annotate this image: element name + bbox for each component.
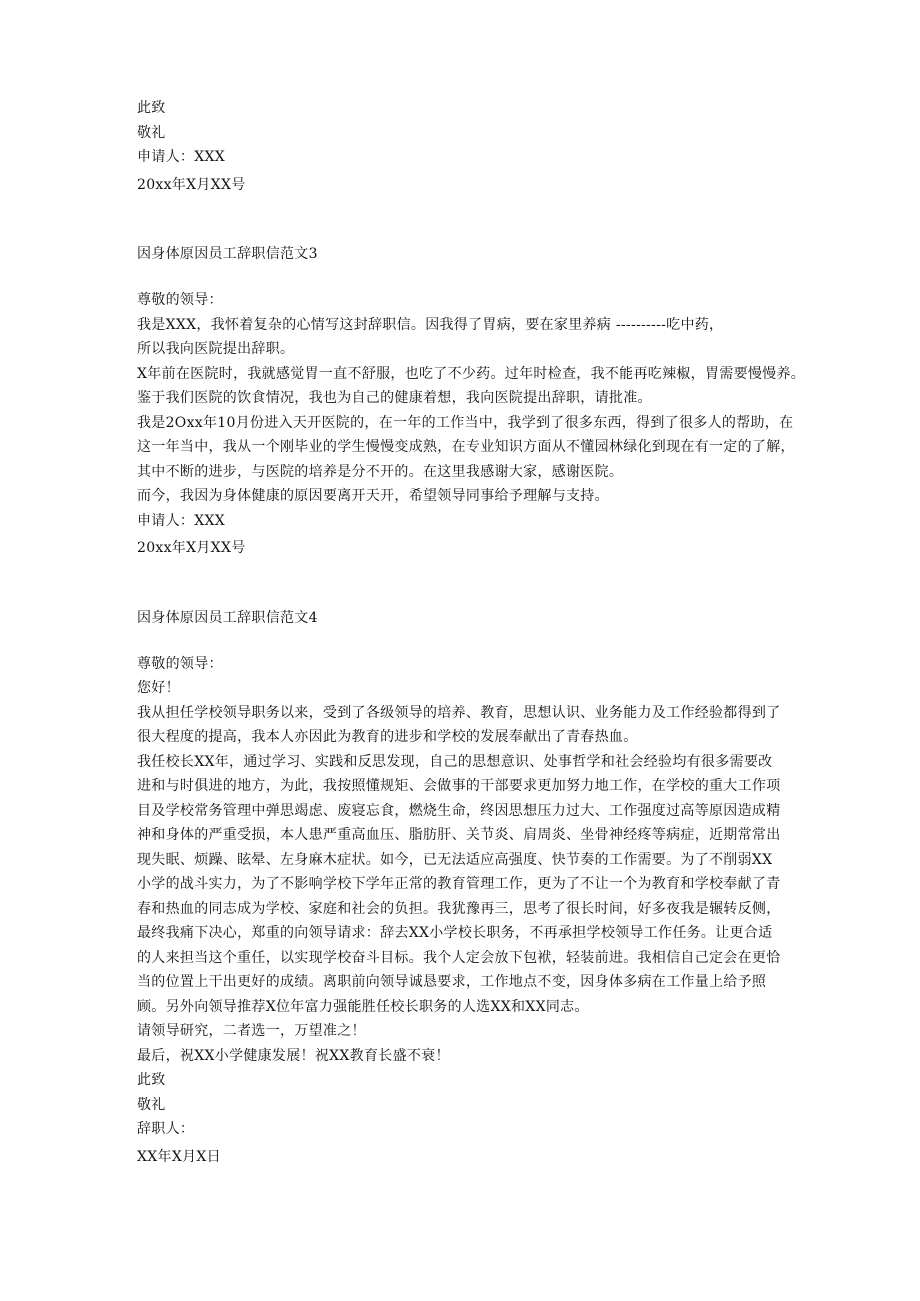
body-line: 的人来担当这个重任，以实现学校奋斗目标。我个人定会放下包袱，轻装前进。我相信自己定会在更恰 bbox=[137, 949, 781, 966]
document-body bbox=[137, 96, 817, 1169]
letter-title: 因身体原因员工辞职信范文4 bbox=[137, 609, 318, 626]
body-line: X年前在医院时，我就感觉胃一直不舒服，也吃了不少药。过年时检查，我不能再吃辣椒，胃需要慢慢养。 bbox=[137, 365, 806, 382]
closing-block-top bbox=[137, 96, 817, 197]
salutation: 尊敬的领导： bbox=[137, 292, 223, 308]
body-line: 最终我痛下决心，郑重的向领导请求：辞去XX小学校长职务，不再承担学校领导工作任务。让更合适 bbox=[137, 925, 773, 941]
body-line: 现失眠、烦躁、眩晕、左身麻木症状。如今，已无法适应高强度、快节奏的工作需要。为了不削弱XX bbox=[137, 851, 773, 868]
body-line: 鉴于我们医院的饮食情况，我也为自己的健康着想，我向医院提出辞职，请批准。 bbox=[137, 390, 652, 406]
body-line: 我从担任学校领导职务以来，受到了各级领导的培养、教育，思想认识、业务能力及工作经验都得到了 bbox=[137, 704, 781, 721]
body-line: 请领导研究，二者选一，万望准之！ bbox=[137, 1023, 366, 1039]
salutation: 尊敬的领导： bbox=[137, 655, 223, 672]
body-line: 我是2Oxx年10月份进入天开医院的，在一年的工作当中，我学到了很多东西，得到了很多人的帮助，在 bbox=[137, 414, 794, 431]
applicant-line: 申请人：XXX bbox=[137, 512, 226, 529]
body-line: 春和热血的同志成为学校、家庭和社会的负担。我犹豫再三，思考了很长时间，好多夜我是辗转反侧， bbox=[137, 900, 781, 917]
closing-line: 敬礼 bbox=[137, 124, 166, 141]
body-line: 我是XXX，我怀着复杂的心情写这封辞职信。因我得了胃病，要在家里养病 ----------吃中药， bbox=[137, 316, 724, 333]
date-line: 20xx年X月XX号 bbox=[137, 176, 246, 193]
body-line: 进和与时俱进的地方，为此，我按照懂规矩、会做事的干部要求更加努力地工作，在学校的重大工作项 bbox=[137, 778, 781, 794]
letter-4 bbox=[137, 606, 817, 1170]
body-line: 当的位置上干出更好的成绩。离职前向领导诚恳要求，工作地点不变，因身体多病在工作量上给予照 bbox=[137, 974, 767, 990]
body-line: 神和身体的严重受损，本人患严重高血压、脂肪肝、关节炎、肩周炎、坐骨神经疼等病症，近期常常出 bbox=[137, 827, 781, 843]
date-line: 20xx年X月XX号 bbox=[137, 540, 246, 556]
body-line: 最后，祝XX小学健康发展！祝XX教育长盛不衰！ bbox=[137, 1047, 450, 1064]
body-line: 我任校长XX年，通过学习、实践和反思发现，自己的思想意识、处事哲学和社会经验均有很多需要改 bbox=[137, 753, 773, 770]
body-line: 小学的战斗实力，为了不影响学校下学年正常的教育管理工作，更为了不让一个为教育和学校奉献了青 bbox=[137, 876, 781, 892]
greeting: 您好！ bbox=[137, 680, 180, 696]
resigner-line: 辞职人： bbox=[137, 1121, 195, 1137]
letter-3 bbox=[137, 242, 817, 561]
body-line: 很大程度的提高，我本人亦因此为教育的进步和学校的发展奉献出了青春热血。 bbox=[137, 729, 638, 745]
body-line: 这一年当中，我从一个刚毕业的学生慢慢变成熟，在专业知识方面从不懂园林绿化到现在有一定的了解， bbox=[137, 439, 795, 455]
date-line: XX年X月X日 bbox=[137, 1148, 221, 1165]
body-line: 顾。另外向领导推荐X位年富力强能胜任校长职务的人选XX和XX同志。 bbox=[137, 998, 589, 1015]
closing-line: 此致 bbox=[137, 100, 166, 116]
body-line: 目及学校常务管理中弹思竭虑、废寝忘食，燃烧生命，终因思想压力过大、工作强度过高等原因造成精 bbox=[137, 802, 781, 819]
body-line: 其中不断的进步，与医院的培养是分不开的。在这里我感谢大家，感谢医院。 bbox=[137, 463, 624, 480]
applicant-line: 申请人：XXX bbox=[137, 149, 226, 165]
letter-title: 因身体原因员工辞职信范文3 bbox=[137, 246, 318, 262]
closing-line: 敬礼 bbox=[137, 1096, 166, 1113]
closing-line: 此致 bbox=[137, 1072, 166, 1088]
body-line: 而今，我因为身体健康的原因要离开天开，希望领导同事给予理解与支持。 bbox=[137, 488, 609, 504]
body-line: 所以我向医院提出辞职。 bbox=[137, 341, 295, 357]
